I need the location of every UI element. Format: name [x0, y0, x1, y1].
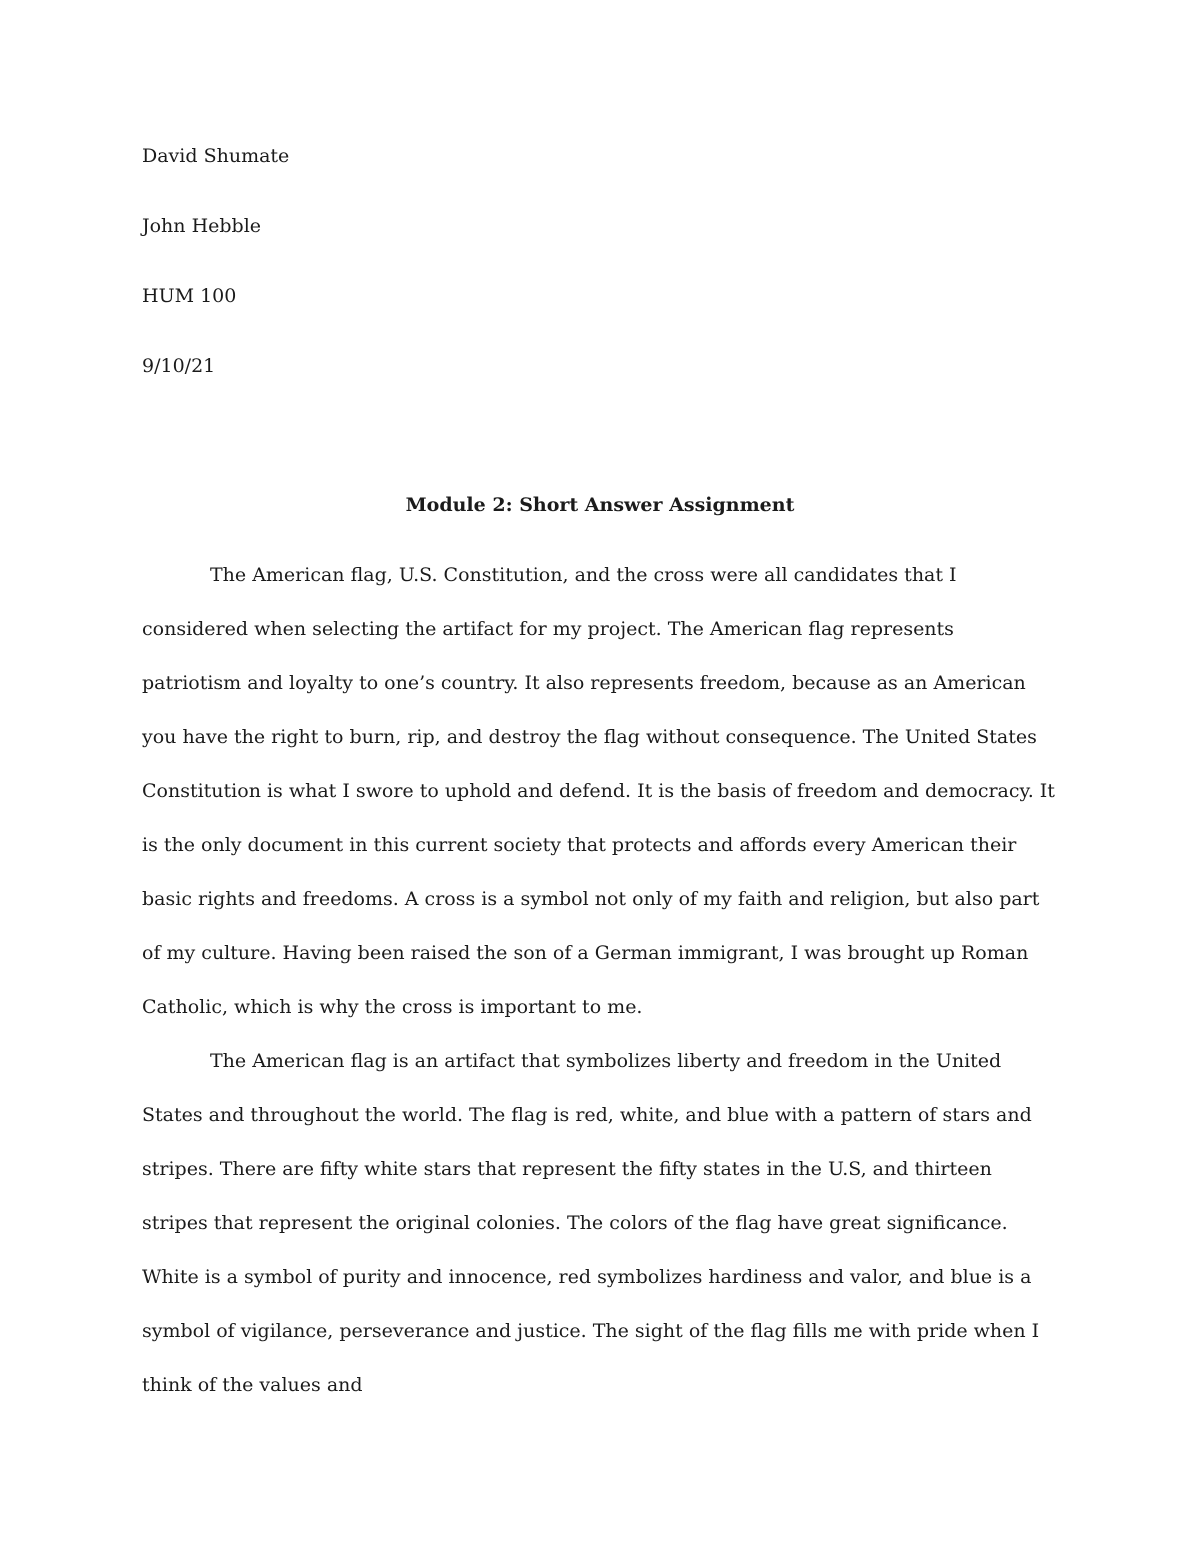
- body-paragraph-1: The American flag, U.S. Constitution, and the cross were all candidates that I considered when selecting the artifact for my project. The American flag represents patriotism and loyalty to one’s country. It also represents freedom, because as an American you have the right to burn, rip, and destroy the flag without consequence. The United States Constitution is what I swore to uphold and defend. It is the basis of freedom and democracy. It is the only document in this current society that protects and affords every American their basic rights and freedoms. A cross is a symbol not only of my faith and religion, but also part of my culture. Having been raised the son of a German immigrant, I was brought up Roman Catholic, which is why the cross is important to me.: [142, 564, 1055, 1018]
- document-body: [142, 548, 1058, 1412]
- body-paragraph-2: The American flag is an artifact that symbolizes liberty and freedom in the United States and throughout the world. The flag is red, white, and blue with a pattern of stars and stripes. There are fifty white stars that represent the fifty states in the U.S, and thirteen stripes that represent the original colonies. The colors of the flag have great significance. White is a symbol of purity and innocence, red symbolizes hardiness and valor, and blue is a symbol of vigilance, perseverance and justice. The sight of the flag fills me with pride when I think of the values and: [142, 1050, 1040, 1396]
- instructor-name: John Hebble: [142, 215, 262, 237]
- student-name: David Shumate: [142, 145, 290, 167]
- document-title: Module 2: Short Answer Assignment: [405, 494, 795, 516]
- assignment-date: 9/10/21: [142, 355, 216, 377]
- course-code: HUM 100: [142, 285, 237, 307]
